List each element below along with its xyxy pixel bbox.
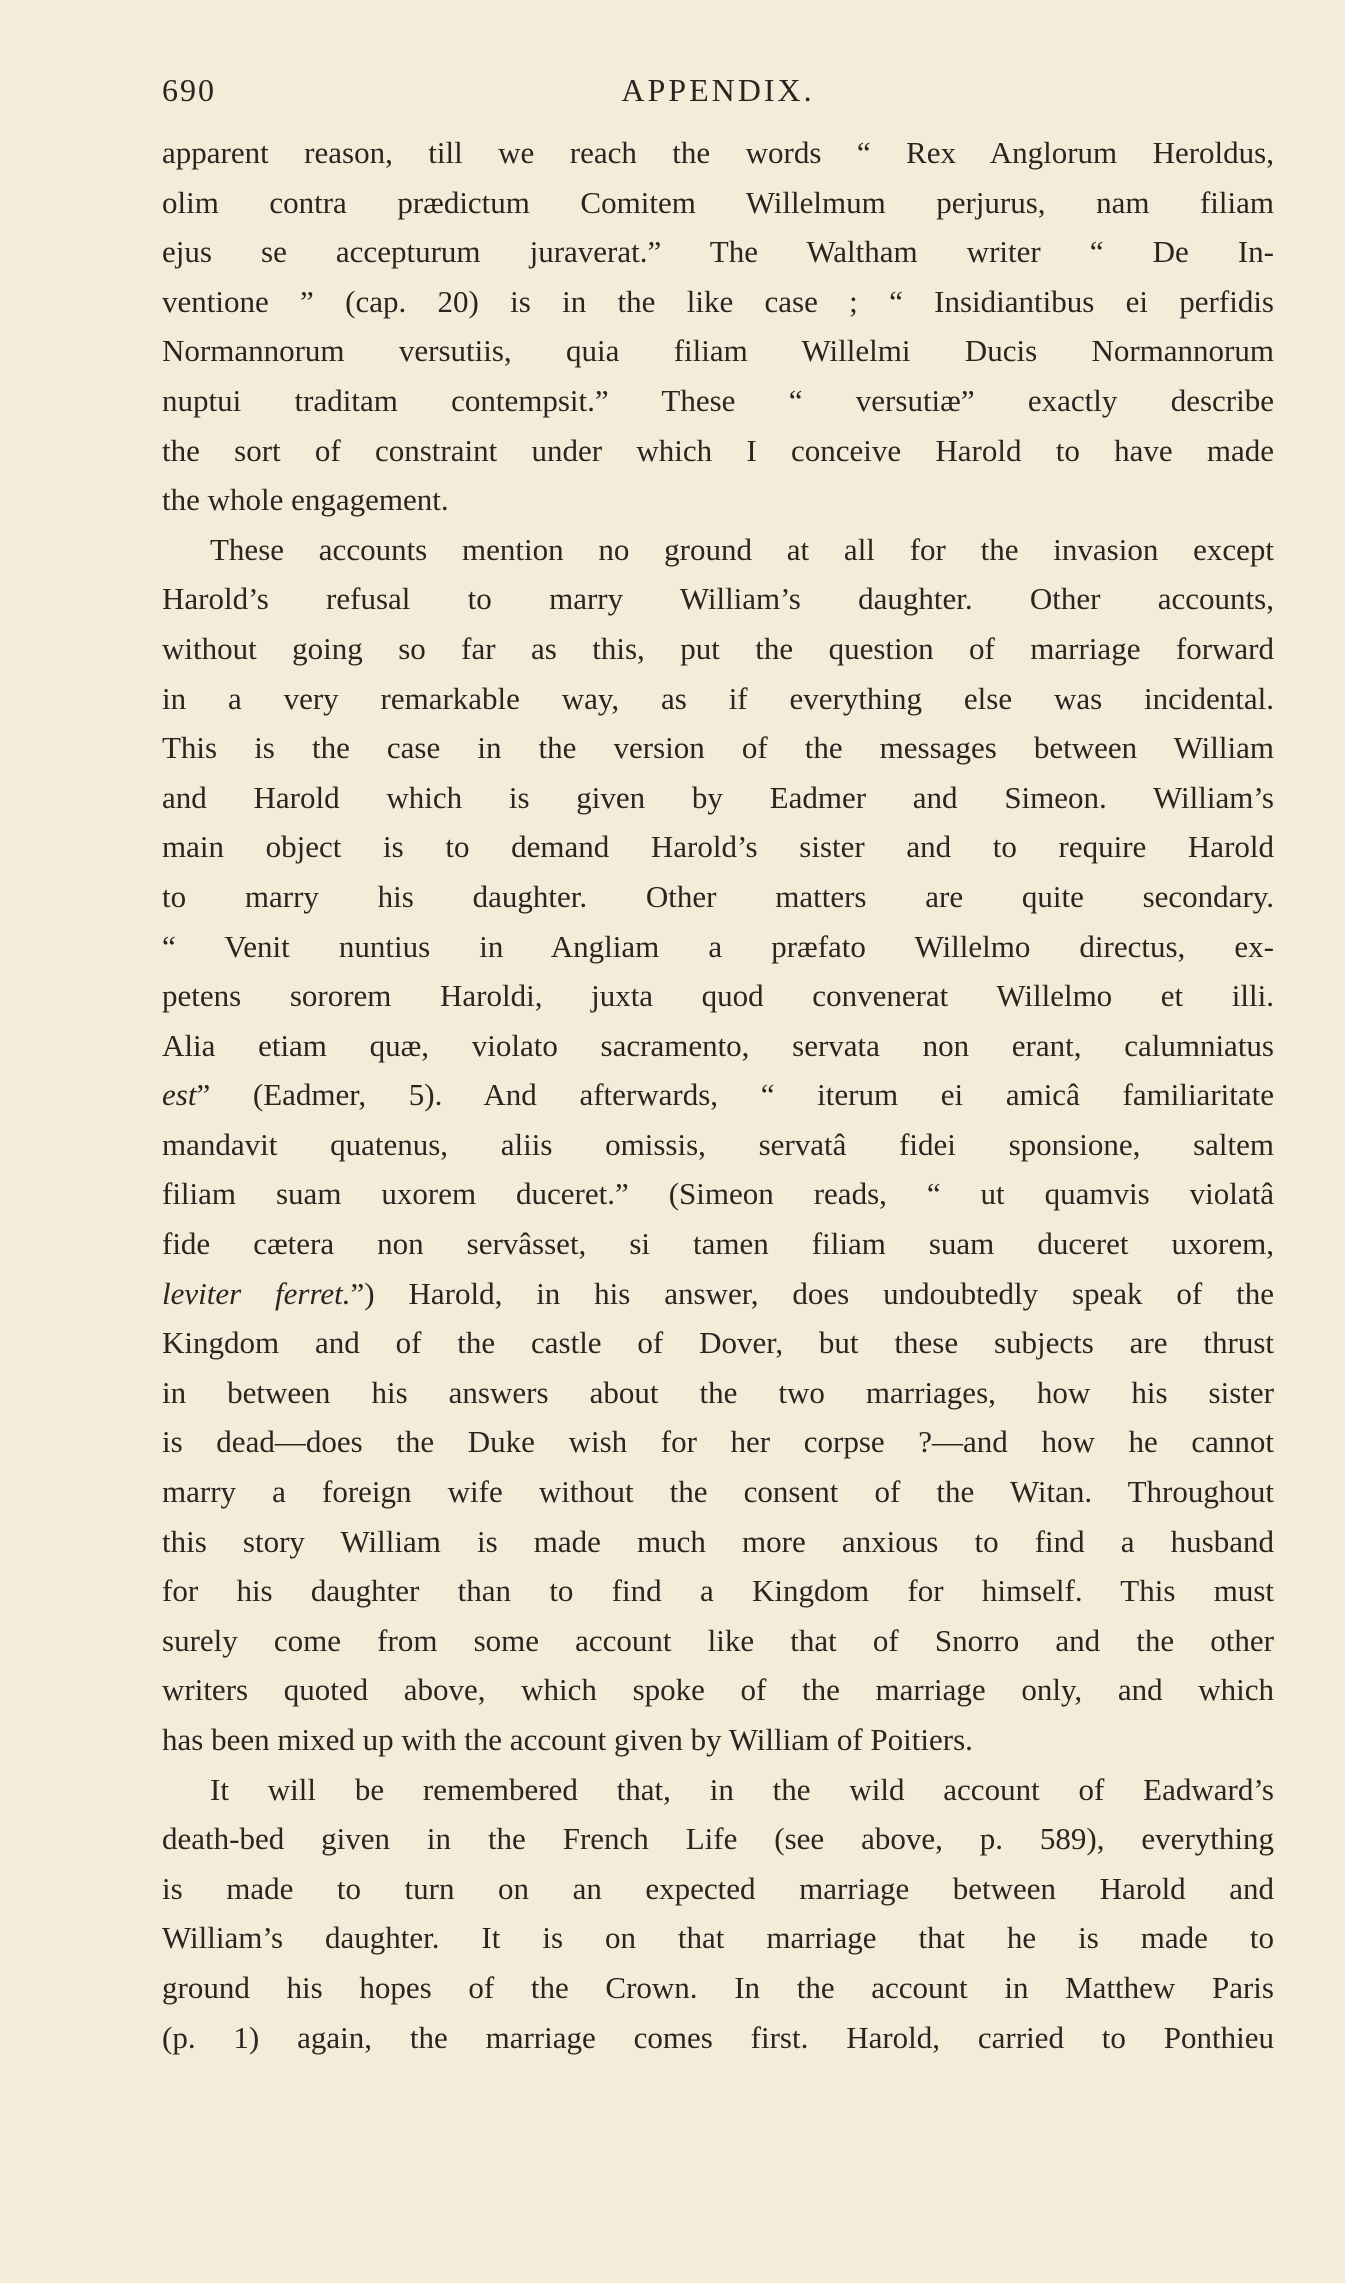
text-line: is dead—does the Duke wish for her corpse ?—and how he cannot [162, 1424, 1274, 1460]
running-title: APPENDIX. [621, 72, 815, 108]
text-line: (p. 1) again, the marriage comes first. Harold, carried to Ponthieu [162, 2019, 1274, 2055]
text-line: William’s daughter. It is on that marriage that he is made to [162, 1920, 1274, 1956]
text-line: It will be remembered that, in the wild account of Eadward’s [210, 1771, 1274, 1807]
text-line: death-bed given in the French Life (see above, p. 589), everything [162, 1821, 1274, 1857]
text-line: is made to turn on an expected marriage between Harold and [162, 1870, 1274, 1906]
text-line: surely come from some account like that of Snorro and the other [162, 1622, 1274, 1658]
body-text [162, 128, 1274, 2062]
text-line: writers quoted above, which spoke of the marriage only, and which [162, 1672, 1274, 1708]
text-line: the sort of constraint under which I conceive Harold to have made [162, 432, 1274, 468]
text-line: has been mixed up with the account given by William of Poitiers. [162, 1722, 973, 1757]
text-line: mandavit quatenus, aliis omissis, servatâ fidei sponsione, saltem [162, 1126, 1274, 1162]
text-line: this story William is made much more anxious to find a husband [162, 1523, 1274, 1559]
text-line: without going so far as this, put the question of marriage forward [162, 630, 1274, 666]
text-line: Harold’s refusal to marry William’s daughter. Other accounts, [162, 581, 1274, 617]
text-line: These accounts mention no ground at all for the invasion except [210, 531, 1274, 567]
text-line: in a very remarkable way, as if everything else was incidental. [162, 680, 1274, 716]
text-line: ground his hopes of the Crown. In the account in Matthew Paris [162, 1969, 1274, 2005]
text-line: the whole engagement. [162, 482, 449, 518]
text-line: apparent reason, till we reach the words “ Rex Anglorum Heroldus, [162, 135, 1274, 170]
text-line: Kingdom and of the castle of Dover, but these subjects are thrust [162, 1325, 1274, 1361]
text-line: “ Venit nuntius in Angliam a præfato Willelmo directus, ex- [162, 928, 1274, 964]
text-line [162, 1070, 1274, 1120]
text-line: to marry his daughter. Other matters are quite secondary. [162, 878, 1274, 914]
text-line-italic: Alia etiam quæ, violato sacramento, servata non erant, calumniatus [162, 1027, 1274, 1063]
text-line: and Harold which is given by Eadmer and Simeon. William’s [162, 779, 1274, 815]
text-line: in between his answers about the two marriages, how his sister [162, 1374, 1274, 1410]
text-line: petens sororem Haroldi, juxta quod convenerat Willelmo et illi. [162, 978, 1274, 1014]
text-line: This is the case in the version of the messages between William [162, 730, 1274, 766]
text-line: main object is to demand Harold’s sister and to require Harold [162, 829, 1274, 865]
page-number: 690 [162, 72, 216, 108]
text-line: ventione ” (cap. 20) is in the like case ; “ Insidiantibus ei perfidis [162, 283, 1274, 319]
text-line: marry a foreign wife without the consent of the Witan. Throughout [162, 1474, 1274, 1510]
text-run: ” (Eadmer, 5). And afterwards, “ iterum ei amicâ familiaritate [196, 1077, 1274, 1113]
text-line [162, 1269, 1274, 1319]
italic-word: est [162, 1077, 197, 1113]
text-line: filiam suam uxorem duceret.” (Simeon reads, “ ut quamvis violatâ [162, 1176, 1274, 1212]
text-line: ejus se accepturum juraverat.” The Waltham writer “ De In- [162, 234, 1274, 270]
text-line: olim contra prædictum Comitem Willelmum perjurus, nam filiam [162, 184, 1274, 220]
text-run: ”) Harold, in his answer, does undoubtedly speak of the [350, 1275, 1274, 1311]
italic-phrase: leviter ferret. [162, 1275, 351, 1311]
text-line: Normannorum versutiis, quia filiam Willelmi Ducis Normannorum [162, 333, 1274, 369]
running-head [162, 72, 1274, 116]
text-line: fide cætera non servâsset, si tamen filiam suam duceret uxorem, [162, 1226, 1274, 1262]
text-line: for his daughter than to find a Kingdom for himself. This must [162, 1573, 1274, 1609]
text-line: nuptui traditam contempsit.” These “ versutiæ” exactly describe [162, 382, 1274, 418]
